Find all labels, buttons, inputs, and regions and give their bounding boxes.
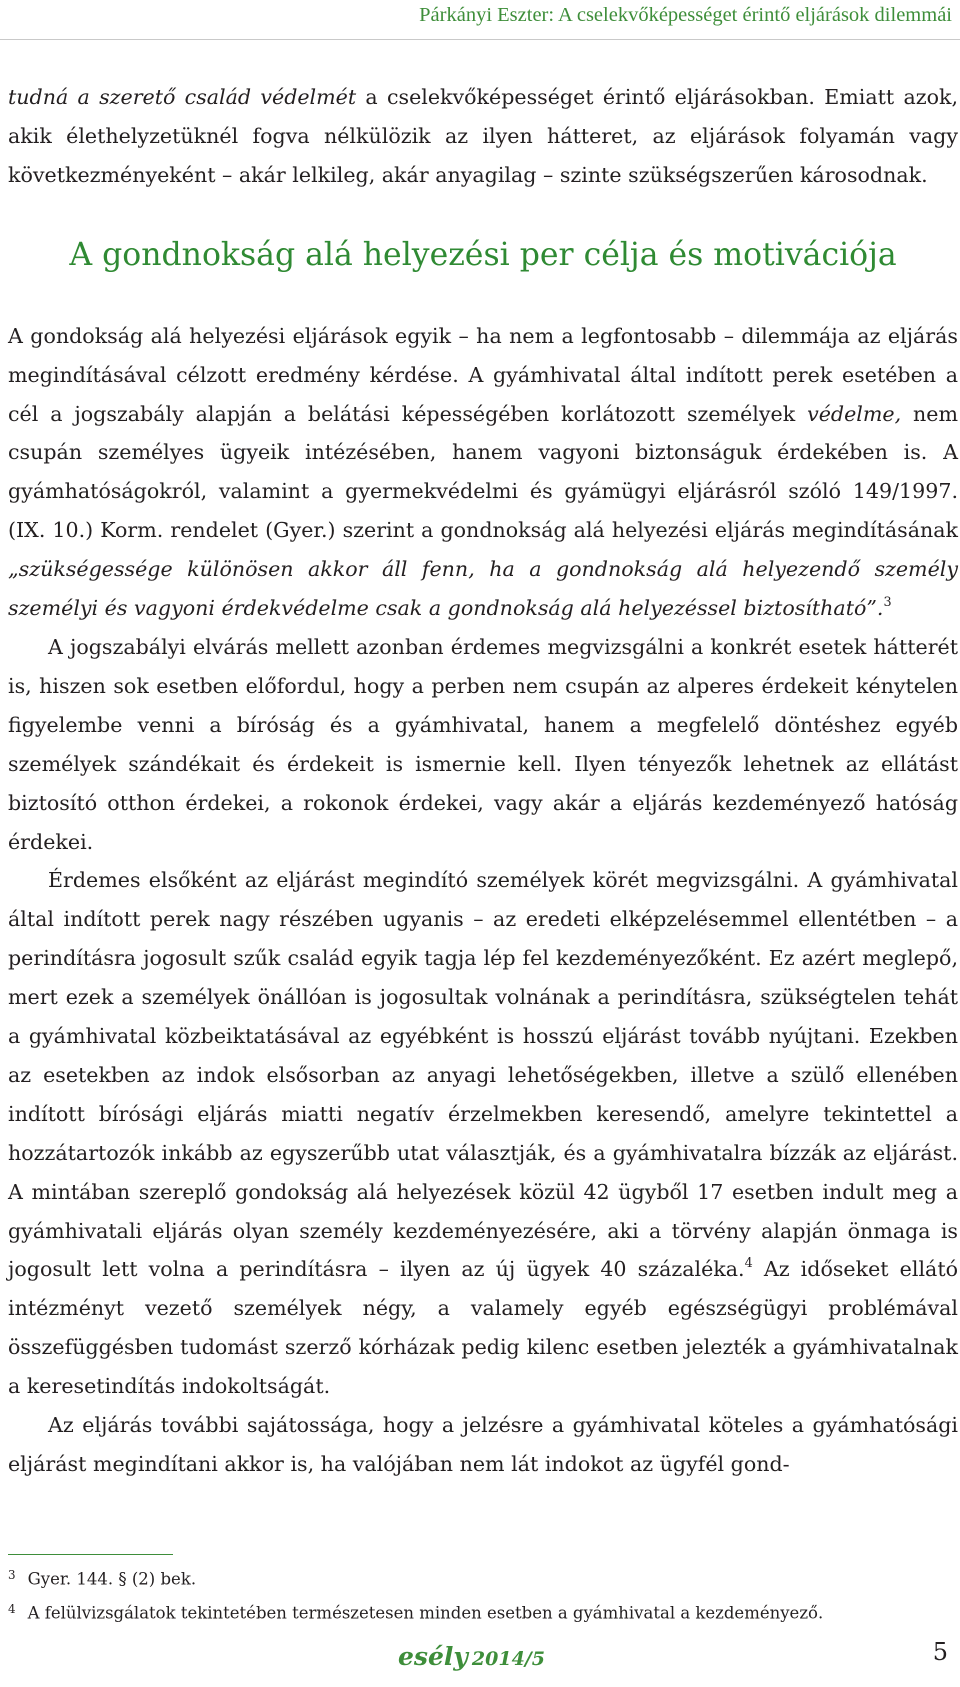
footnote-3-number: 3 — [8, 1568, 16, 1582]
footnote-3-text: Gyer. 144. § (2) bek. — [27, 1569, 197, 1589]
journal-footer — [398, 1642, 545, 1671]
paragraph-1-italic: védelme, — [807, 401, 902, 426]
running-header: Párkányi Eszter: A cselekvőképességet érintő eljárások dilemmái — [419, 4, 952, 26]
section-heading: A gondnokság alá helyezési per célja és motivációja — [69, 236, 897, 273]
paragraph-1-text-a: A gondokság alá helyezési eljárások egyik – ha nem a legfontosabb – dilemmája az eljárás megindításával célzott eredmény kérdése. A gyámhivatal által indított perek esetében a cél a jogszabály alapján a belátási képességében korlátozott személyek — [8, 323, 958, 426]
footnote-ref-4[interactable]: 4 — [744, 1256, 753, 1272]
footnotes — [8, 1560, 948, 1629]
paragraph-3 — [8, 861, 958, 1406]
footnote-ref-3[interactable]: 3 — [883, 595, 892, 611]
footnote-4-number: 4 — [8, 1602, 16, 1617]
journal-issue: 2014/5 — [471, 1648, 545, 1670]
intro-text: a cselekvőképességet érintő eljárásokban. Emiatt azok, akik élethelyzetüknél fogva nélkülözik az ilyen hátteret, az eljárások folyamán vagy következményeként – akár lelkileg, akár anyagilag – szinte szükségszerűen károsodnak. — [8, 85, 958, 187]
journal-name: esély — [398, 1642, 468, 1671]
paragraph-1-quote: „szükségessége különösen akkor áll fenn, ha a gondnokság alá helyezendő személy személyi és vagyoni érdekvédelme csak a gondnokság alá helyezéssel biztosítható”. — [8, 557, 958, 621]
paragraph-1-text-c: nem csupán személyes ügyeik intézésében, hanem vagyoni biztonságuk érdekében is. A gyámhatóságokról, valamint a gyermekvédelmi és gyámügyi eljárásról szóló 149/1997. (IX. 10.) Korm. rendelet (Gyer.) szerint a gondnokság alá helyezési eljárás megindításának — [8, 401, 958, 543]
footnote-divider — [8, 1554, 173, 1555]
intro-lead-italic: tudná a szerető család védelmét — [8, 85, 357, 109]
footnote-4-text: A felülvizsgálatok tekintetében természetesen minden esetben a gyámhivatal a kezdeményező. — [27, 1603, 824, 1623]
footnote-3 — [8, 1560, 948, 1594]
intro-paragraph — [8, 78, 958, 195]
paragraph-3-text-b: Az időseket ellátó intézményt vezető személyek négy, a valamely egyéb egészségügyi problémával összefüggésben tudomást szerző kórházak pedig kilenc esetben jelezték a gyámhivatalnak a keresetindítás indokoltságát. — [8, 1257, 958, 1399]
paragraph-4: Az eljárás további sajátossága, hogy a jelzésre a gyámhivatal köteles a gyámhatósági eljárást megindítani akkor is, ha valójában nem lát indokot az ügyfél gond- — [8, 1413, 958, 1476]
paragraph-3-text-a: Érdemes elsőként az eljárást megindító személyek körét megvizsgálni. A gyámhivatal által indított perek nagy részében ugyanis – az eredeti elképzelésemmel ellentétben – a perindításra jogosult szűk család egyik tagja lép fel kezdeményezőként. Ez azért meglepő, mert ezek a személyek önállóan is jogosultak volnának a perindításra, szükségtelen tehát a gyámhivatal közbeiktatásával az egyébként is hosszú eljárást tovább nyújtani. Ezekben az esetekben az indok elsősorban az anyagi lehetőségekben, illetve a szülő ellenében indított bírósági eljárás miatti negatív érzelmekben keresendő, amelyre tekintettel a hozzátartozók inkább az egyszerűbb utat választják, és a gyámhivatalra bízzák az eljárást. A mintában szereplő gondokság alá helyezések közül 42 ügyből 17 esetben indult meg a gyámhivatali eljárás olyan személy kezdeményezésére, aki a törvény alapján önmaga is jogosult lett volna a perindításra – ilyen az új ügyek 40 százaléka. — [8, 868, 958, 1282]
header-divider — [0, 39, 960, 40]
article-body — [8, 78, 958, 1484]
paragraph-1 — [8, 317, 958, 628]
footnote-4 — [8, 1594, 948, 1628]
page-number: 5 — [932, 1638, 948, 1666]
paragraph-2: A jogszabályi elvárás mellett azonban érdemes megvizsgálni a konkrét esetek hátterét is, hiszen sok esetben előfordul, hogy a perben nem csupán az alperes érdekeit kénytelen figyelembe venni a bíróság és a gyámhivatal, hanem a megfelelő döntéshez egyéb személyek szándékait és érdekeit is ismernie kell. Ilyen tényezők lehetnek az ellátást biztosító otthon érdekei, a rokonok érdekei, vagy akár a eljárás kezdeményező hatóság érdekei. — [8, 634, 958, 854]
